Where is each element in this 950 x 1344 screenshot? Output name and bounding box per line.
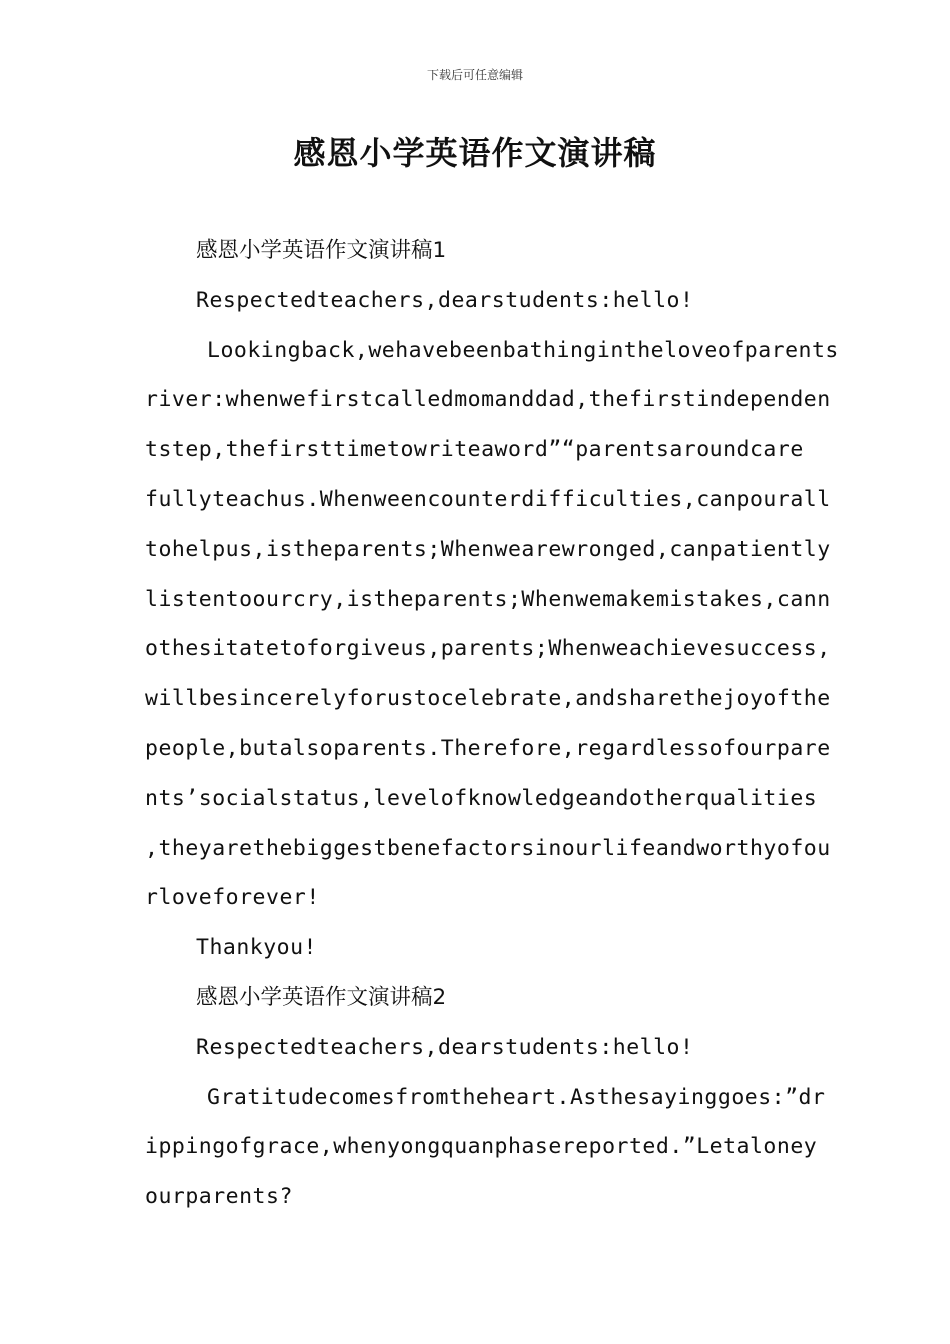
document-title: 感恩小学英语作文演讲稿: [293, 134, 657, 172]
body-line: Lookingback,wehavebeenbathingintheloveofparents: [207, 337, 839, 363]
salutation-2: Respectedteachers,dearstudents:hello!: [196, 1034, 694, 1060]
body-line: ourparents?: [145, 1184, 293, 1210]
body-line: othesitatetoforgiveus,parents;Whenweachievesuccess,: [145, 636, 831, 662]
section-heading-2: 感恩小学英语作文演讲稿2: [196, 984, 447, 1010]
body-line: fullyteachus.Whenweencounterdifficulties,canpourall: [145, 486, 831, 512]
header-note: 下载后可任意编辑: [426, 68, 523, 82]
body-line: people,butalsoparents.Therefore,regardlessofourpare: [145, 735, 831, 761]
body-line: tohelpus,istheparents;Whenwearewronged,canpatiently: [145, 536, 831, 562]
body-line: ippingofgrace,whenyongquanphasereported.”Letaloney: [145, 1134, 818, 1160]
body-line: listentoourcry,istheparents;Whenwemakemistakes,cann: [145, 586, 831, 612]
body-line: tstep,thefirsttimetowriteaword”“parentsaroundcare: [145, 437, 804, 463]
closing-line: Thankyou!: [196, 935, 317, 961]
body-line: ,theyarethebiggestbenefactorsinourlifeandworthyofou: [145, 835, 831, 861]
document-body: [145, 226, 839, 1222]
section-heading-1: 感恩小学英语作文演讲稿1: [196, 238, 447, 263]
body-line: river:whenwefirstcalledmomanddad,thefirstindependen: [145, 387, 831, 413]
body-line: willbesincerelyforustocelebrate,andsharethejoyofthe: [145, 686, 831, 712]
salutation-1: Respectedteachers,dearstudents:hello!: [196, 287, 694, 313]
body-line: rloveforever!: [145, 885, 320, 911]
body-line: Gratitudecomesfromtheheart.Asthesayinggoes:”dr: [207, 1084, 826, 1110]
body-line: nts’socialstatus,levelofknowledgeandotherqualities: [145, 785, 818, 811]
